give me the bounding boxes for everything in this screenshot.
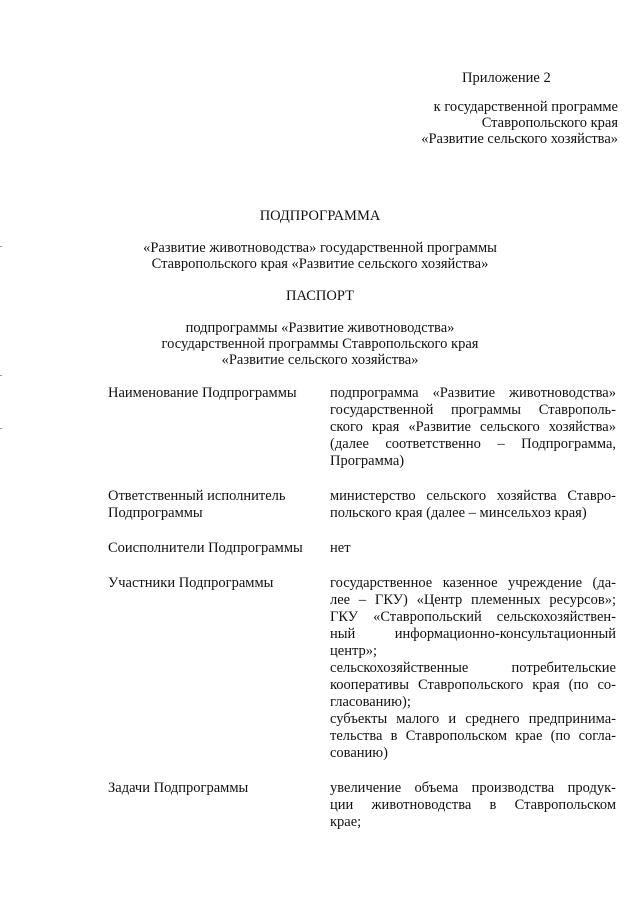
passport-row-tasks	[108, 780, 616, 831]
row-value-line: сельскохозяйственные потребительские	[330, 660, 616, 676]
row-value-line: кооперативы Ставропольского края (по со-	[330, 677, 616, 693]
row-value-line: сованию)	[330, 745, 388, 761]
row-value-line: государственное казенное учреждение (да-	[330, 575, 616, 591]
passport-row-executor	[108, 488, 616, 522]
subprogram-subtitle	[0, 240, 640, 272]
passport-title: ПАСПОРТ	[286, 288, 354, 304]
scan-margin-mark	[0, 428, 2, 429]
scan-margin-mark	[0, 375, 2, 376]
row-value	[330, 385, 616, 470]
row-label	[108, 780, 330, 831]
row-value-line: ГКУ «Ставропольский сельскохозяйствен-	[330, 609, 616, 625]
passport-subtitle-line: «Развитие сельского хозяйства»	[221, 352, 419, 368]
row-value-line: подпрограмма «Развитие животноводства»	[330, 385, 616, 401]
row-value-line: тельства в Ставропольском крае (по согла-	[330, 728, 616, 744]
appendix-block	[400, 70, 618, 147]
subprogram-title: ПОДПРОГРАММА	[259, 208, 381, 224]
row-label-line: Участники Подпрограммы	[108, 575, 274, 591]
row-value	[330, 540, 616, 557]
passport-subtitle-line: подпрограммы «Развитие животноводства»	[185, 320, 455, 336]
row-value	[330, 488, 616, 522]
row-value	[330, 575, 616, 762]
row-value	[330, 780, 616, 831]
row-value-line: центр»;	[330, 643, 377, 659]
row-value-line: министерство сельского хозяйства Ставро-	[330, 488, 616, 504]
subprogram-subtitle-line: Ставропольского края «Развитие сельского хозяйства»	[151, 256, 489, 272]
appendix-line: к государственной программе	[433, 99, 618, 115]
row-value-line: лее – ГКУ) «Центр племенных ресурсов»;	[330, 592, 616, 608]
row-label	[108, 575, 330, 762]
row-value-line: крае;	[330, 814, 362, 830]
scan-margin-mark	[0, 246, 2, 247]
appendix-title: Приложение 2	[462, 70, 551, 86]
row-label-line: Подпрограммы	[108, 505, 203, 521]
appendix-line: Ставропольского края	[481, 115, 618, 131]
row-value-line: субъекты малого и среднего предпринима-	[330, 711, 616, 727]
passport-row-coexecutors	[108, 540, 616, 557]
row-value-line: (далее соответственно – Подпрограмма,	[330, 436, 616, 452]
passport-subtitle	[0, 320, 640, 368]
row-label	[108, 540, 330, 557]
subprogram-subtitle-line: «Развитие животноводства» государственной программы	[143, 240, 497, 256]
passport-row-participants	[108, 575, 616, 762]
row-label	[108, 385, 330, 470]
row-value-line: государственной программы Ставрополь-	[330, 402, 616, 418]
row-value-line: Программа)	[330, 453, 405, 469]
row-value-line: польского края (далее – минсельхоз края)	[330, 505, 587, 521]
row-value-line: ского края «Развитие сельского хозяйства»	[330, 419, 616, 435]
appendix-line: «Развитие сельского хозяйства»	[421, 131, 618, 147]
row-label-line: Ответственный исполнитель	[108, 488, 286, 504]
row-label-line: Задачи Подпрограммы	[108, 780, 249, 796]
row-label	[108, 488, 330, 522]
row-value-line: ции животноводства в Ставропольском	[330, 797, 616, 813]
row-value-line: гласованию);	[330, 694, 411, 710]
passport-table	[108, 385, 616, 849]
row-value-line: увеличение объема производства продук-	[330, 780, 616, 796]
passport-subtitle-line: государственной программы Ставропольского края	[161, 336, 479, 352]
row-label-line: Наименование Подпрограммы	[108, 385, 297, 401]
passport-row-name	[108, 385, 616, 470]
row-value-line: нет	[330, 540, 351, 556]
row-label-line: Соисполнители Подпрограммы	[108, 540, 303, 556]
row-value-line: ный информационно-консультационный	[330, 626, 616, 642]
